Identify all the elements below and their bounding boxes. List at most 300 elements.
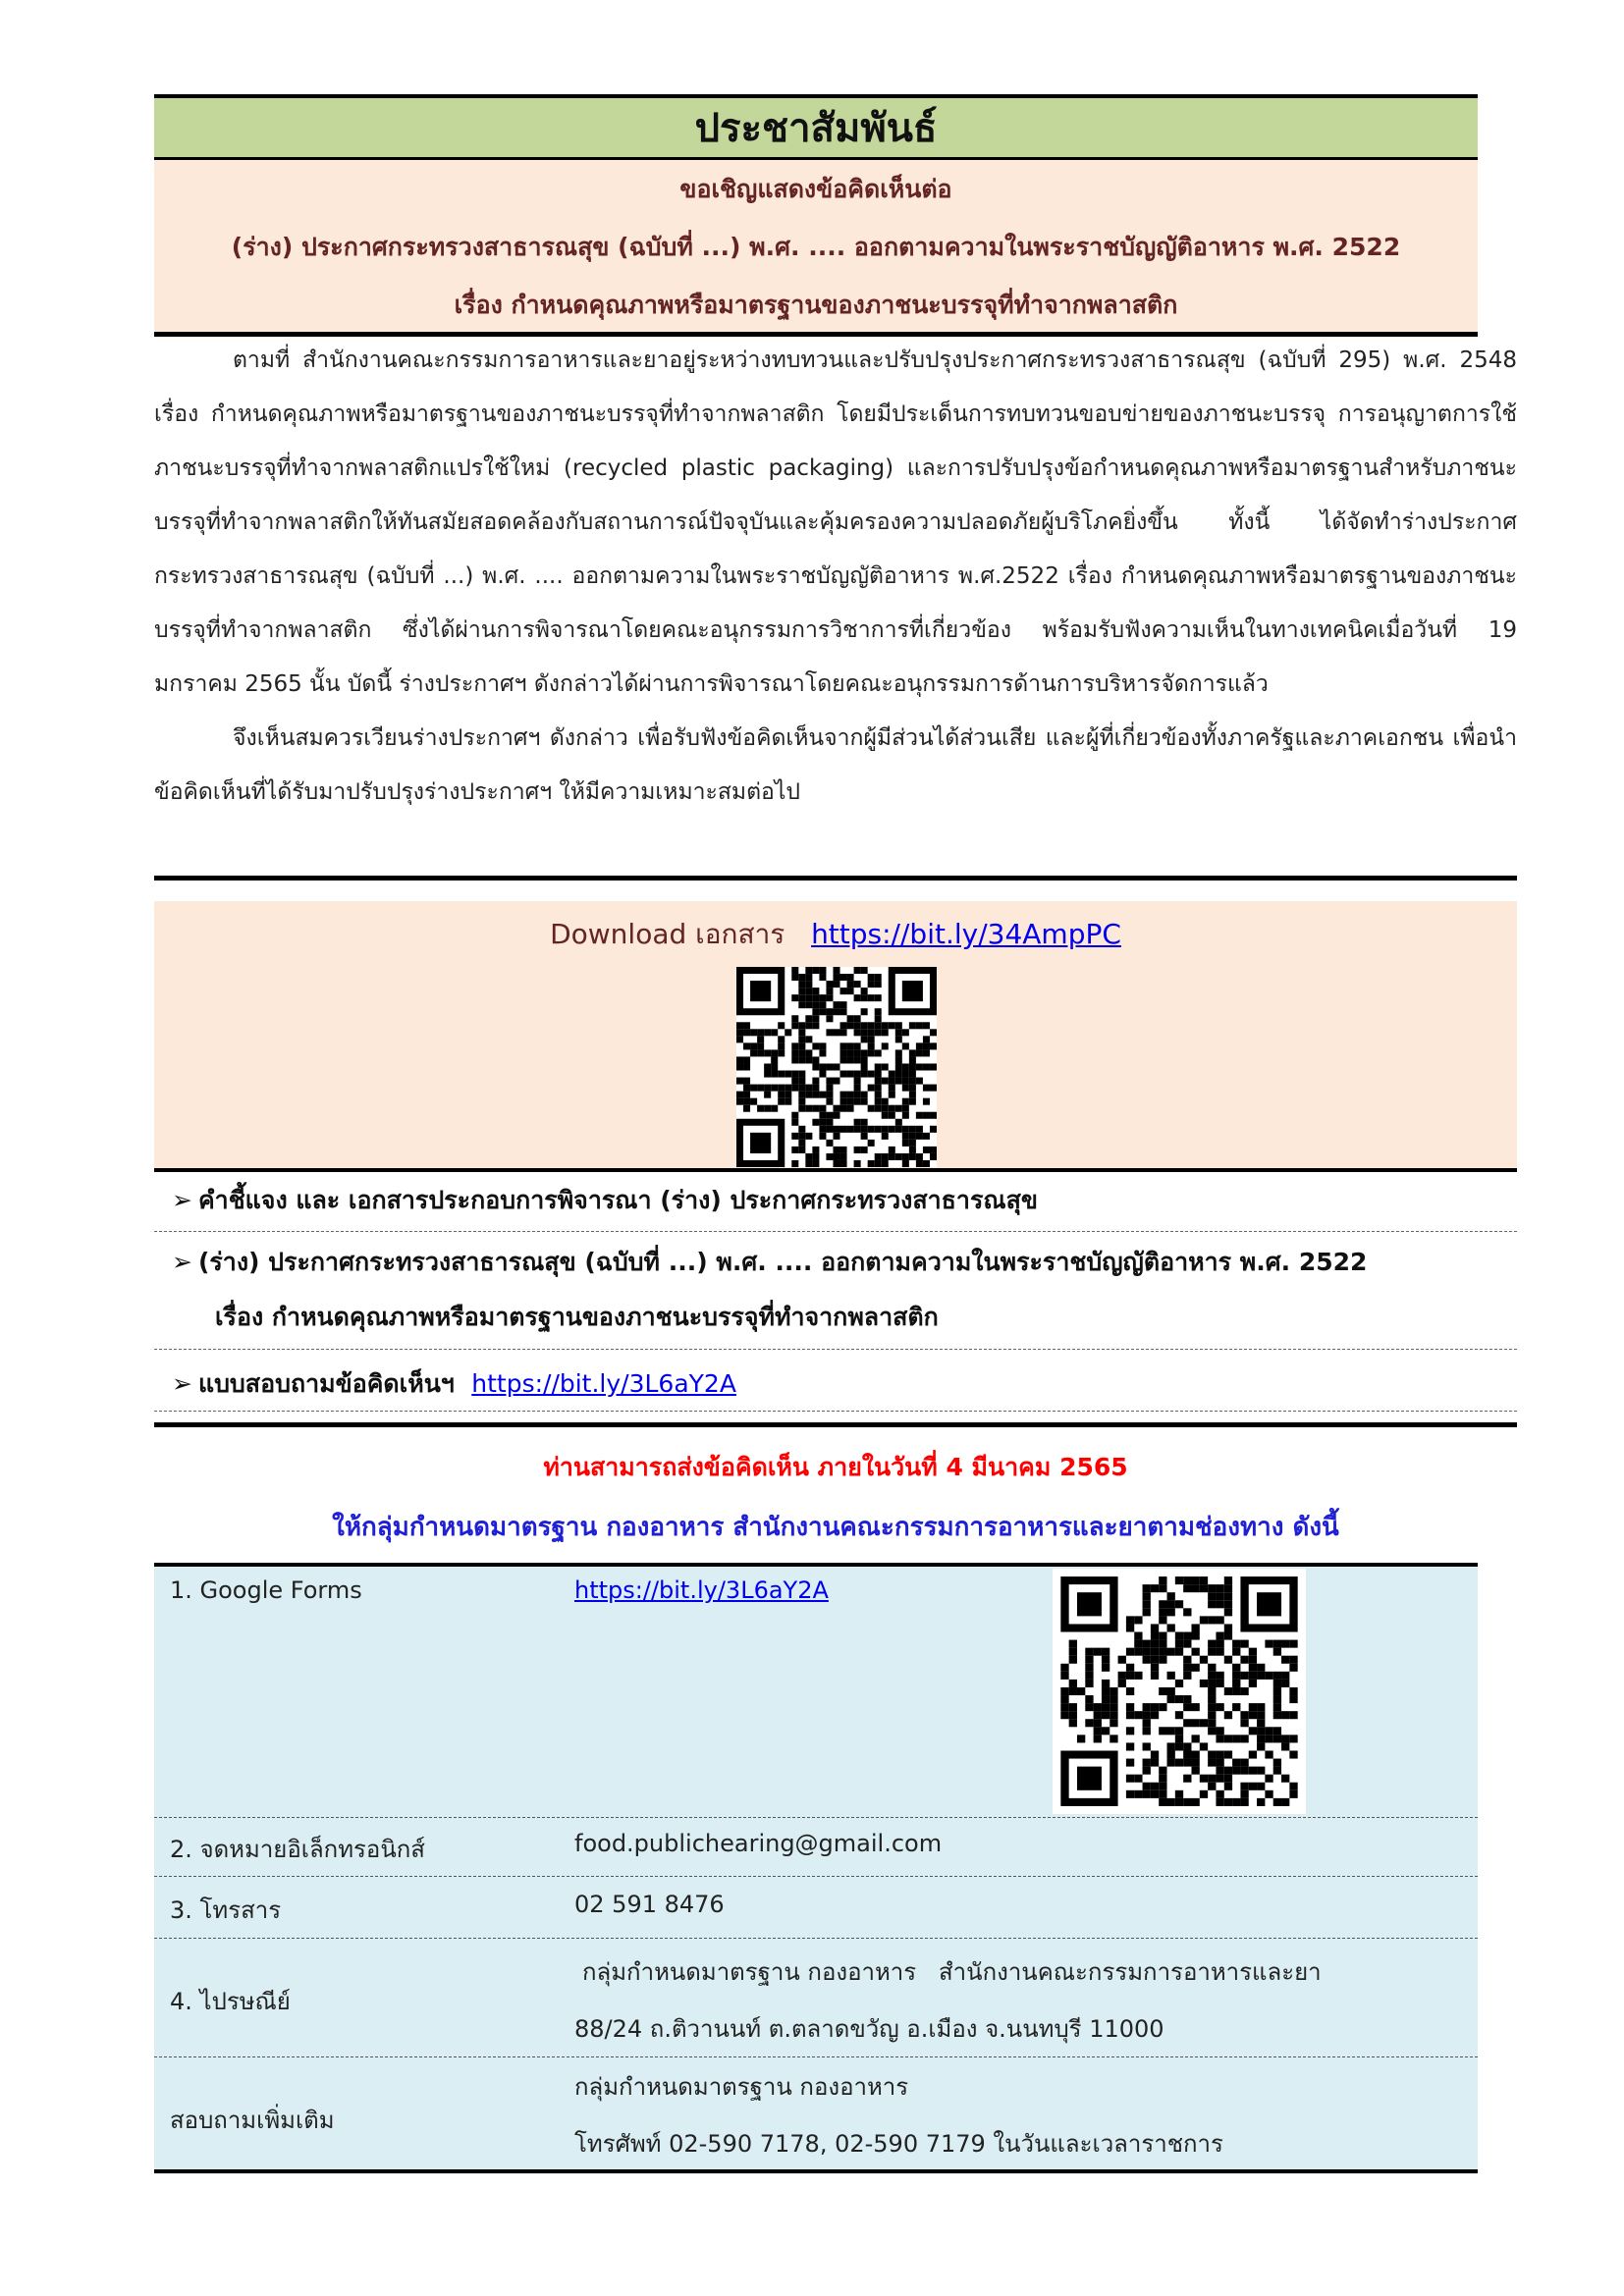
channel-label: 3. โทรสาร (170, 1896, 282, 1924)
qr-module (1232, 1767, 1240, 1775)
qr-module (1281, 1742, 1289, 1750)
qr-module (1224, 1775, 1232, 1783)
qr-module (764, 1049, 771, 1056)
qr-module (1183, 1695, 1191, 1703)
qr-module (1224, 1584, 1232, 1592)
qr-module (1208, 1584, 1216, 1592)
subject-line: เรื่อง กำหนดคุณภาพหรือมาตรฐานของภาชนะบรรจุที่ทำจากพลาสติก (454, 291, 1178, 319)
qr-module (791, 1147, 798, 1153)
qr-module (1232, 1640, 1240, 1648)
qr-module (923, 1112, 930, 1119)
qr-module (1249, 1711, 1257, 1719)
qr-module (798, 994, 805, 1001)
qr-module (750, 1042, 757, 1049)
qr-module (909, 1092, 916, 1098)
qr-module (812, 1008, 819, 1015)
qr-module (875, 1029, 882, 1036)
qr-module (743, 1042, 750, 1049)
qr-module (785, 1029, 791, 1036)
qr-module (930, 1126, 937, 1133)
qr-module (1289, 1783, 1297, 1790)
list-item (172, 1245, 1517, 1345)
qr-module (1249, 1767, 1257, 1775)
qr-module (736, 1092, 743, 1098)
qr-module (854, 1085, 861, 1092)
qr-module (1216, 1672, 1223, 1680)
qr-module (1159, 1798, 1166, 1806)
qr-module (833, 967, 839, 974)
qr-module (1085, 1672, 1093, 1680)
qr-module (819, 967, 826, 974)
qr-module (861, 1029, 868, 1036)
qr-module (1159, 1584, 1166, 1592)
qr-module (1143, 1767, 1151, 1775)
deadline-notice: ท่านสามารถส่งข้อคิดเห็น ภายในวันที่ 4 มีนาคม 2565 (543, 1453, 1128, 1481)
qr-module (805, 1056, 812, 1063)
qr-module (930, 1042, 937, 1049)
qr-module (916, 1042, 923, 1049)
qr-module (1085, 1703, 1093, 1711)
qr-module (861, 1071, 868, 1078)
qr-module (1134, 1648, 1142, 1656)
qr-module (1208, 1616, 1216, 1624)
download-link[interactable]: https://bit.ly/34AmpPC (811, 918, 1121, 950)
qr-module (826, 1029, 833, 1036)
qr-module (868, 1160, 875, 1167)
qr-module (1191, 1767, 1199, 1775)
qr-module (833, 1063, 839, 1070)
qr-module (826, 1126, 833, 1133)
qr-module (902, 1063, 909, 1070)
qr-module (1240, 1640, 1248, 1648)
qr-module (1216, 1735, 1223, 1742)
qr-module (798, 1036, 805, 1042)
qr-module (882, 1098, 889, 1105)
qr-module (882, 1126, 889, 1133)
qr-module (1224, 1656, 1232, 1664)
qr-module (1126, 1711, 1134, 1719)
qr-module (1232, 1703, 1240, 1711)
qr-module (909, 1098, 916, 1105)
qr-module (1249, 1648, 1257, 1656)
qr-module (1265, 1735, 1272, 1742)
qr-module (805, 1036, 812, 1042)
qr-module (875, 1105, 882, 1112)
qr-module (909, 1140, 916, 1147)
qr-module (1289, 1790, 1297, 1798)
qr-module (1102, 1687, 1110, 1695)
qr-module (909, 1133, 916, 1140)
qr-module (1102, 1648, 1110, 1656)
qr-module (840, 1071, 847, 1078)
qr-module (1159, 1703, 1166, 1711)
qr-module (1200, 1790, 1208, 1798)
qr-module (889, 1153, 895, 1160)
qr-module (736, 1078, 743, 1085)
qr-module (791, 1119, 798, 1126)
qr-module (895, 1063, 902, 1070)
qr-module (882, 1133, 889, 1140)
qr-module (1143, 1711, 1151, 1719)
qr-module (805, 1085, 812, 1092)
draft-title-line: (ร่าง) ประกาศกระทรวงสาธารณสุข (ฉบับที่ ...) พ.ศ. .... ออกตามความในพระราชบัญญัติอาหาร พ.ศ. 2522 (231, 233, 1401, 261)
qr-module (1273, 1640, 1281, 1648)
qr-module (1159, 1687, 1166, 1695)
qr-module (882, 1153, 889, 1160)
fax-number: 02 591 8476 (574, 1891, 725, 1918)
contact-phone: โทรศัพท์ 02-590 7178, 02-590 7179 ในวันและเวลาราชการ (574, 2130, 1223, 2158)
qr-module (1257, 1719, 1265, 1727)
qr-module (875, 1098, 882, 1105)
qr-module (819, 1001, 826, 1008)
qr-module (778, 1071, 785, 1078)
qr-module (798, 1022, 805, 1029)
qr-module (875, 974, 882, 981)
qr-module (1273, 1672, 1281, 1680)
qr-module (840, 1029, 847, 1036)
qr-module (895, 1049, 902, 1056)
body-text (154, 334, 1517, 820)
qr-module (1224, 1798, 1232, 1806)
qr-module (1183, 1719, 1191, 1727)
qr-module (1159, 1790, 1166, 1798)
qr-module (1143, 1759, 1151, 1767)
qr-module (1191, 1703, 1199, 1711)
qr-module (750, 1029, 757, 1036)
qr-module (1224, 1624, 1232, 1631)
qr-module (1143, 1600, 1151, 1608)
qr-module (819, 1063, 826, 1070)
qr-module (854, 1119, 861, 1126)
qr-module (916, 1126, 923, 1133)
qr-module (847, 1049, 854, 1056)
qr-module (1175, 1742, 1183, 1750)
qr-module (1159, 1616, 1166, 1624)
qr-module (1167, 1742, 1175, 1750)
qr-module (736, 1022, 743, 1029)
qr-module (798, 1042, 805, 1049)
qr-module (854, 1147, 861, 1153)
qr-module (1151, 1664, 1159, 1672)
qr-module (1060, 1703, 1068, 1711)
qr-module (861, 1063, 868, 1070)
qr-module (764, 1085, 771, 1092)
qr-module (875, 1160, 882, 1167)
qr-module (902, 1029, 909, 1036)
qr-module (1257, 1664, 1265, 1672)
qr-module (791, 1133, 798, 1140)
qr-module (1126, 1648, 1134, 1656)
qr-module (840, 1147, 847, 1153)
qr-module (1240, 1759, 1248, 1767)
qr-module (902, 981, 923, 1001)
qr-module (1143, 1648, 1151, 1656)
qr-module (1289, 1656, 1297, 1664)
qr-module (1240, 1711, 1248, 1719)
qr-module (1167, 1624, 1175, 1631)
qr-module (798, 1098, 805, 1105)
qr-module (854, 1042, 861, 1049)
qr-module (895, 1071, 902, 1078)
qr-module (750, 1085, 757, 1092)
qr-module (875, 1049, 882, 1056)
qr-module (847, 1056, 854, 1063)
qr-module (868, 1049, 875, 1056)
qr-module (875, 1126, 882, 1133)
qr-module (1232, 1664, 1240, 1672)
qr-module (1224, 1608, 1232, 1616)
qr-module (1143, 1592, 1151, 1600)
qr-module (1265, 1727, 1272, 1735)
qr-module (1224, 1711, 1232, 1719)
qr-module (805, 994, 812, 1001)
qr-module (1069, 1640, 1077, 1648)
qr-module (1175, 1711, 1183, 1719)
qr-module (923, 1049, 930, 1056)
qr-module (1159, 1783, 1166, 1790)
qr-module (854, 967, 861, 974)
qr-module (882, 1112, 889, 1119)
qr-module (812, 994, 819, 1001)
qr-module (902, 1153, 909, 1160)
qr-module (909, 1049, 916, 1056)
dashed-divider (154, 1411, 1517, 1412)
qr-module (1183, 1750, 1191, 1758)
qr-module (1102, 1703, 1110, 1711)
qr-module (909, 1078, 916, 1085)
qr-module (1232, 1798, 1240, 1806)
qr-module (1257, 1727, 1265, 1735)
qr-module (1069, 1687, 1077, 1695)
qr-module (1175, 1695, 1183, 1703)
qr-module (812, 1015, 819, 1022)
qr-module (1175, 1790, 1183, 1798)
qr-module (882, 1063, 889, 1070)
qr-module (819, 1008, 826, 1015)
qr-module (1102, 1664, 1110, 1672)
qr-module (833, 974, 839, 981)
qr-module (861, 1119, 868, 1126)
qr-module (1126, 1624, 1134, 1631)
qr-module (916, 1133, 923, 1140)
qr-module (1208, 1750, 1216, 1758)
qr-module (868, 1036, 875, 1042)
qr-module (847, 1092, 854, 1098)
qr-module (791, 967, 798, 974)
qr-module (1224, 1576, 1232, 1584)
qr-module (771, 1105, 778, 1112)
qr-module (1126, 1703, 1134, 1711)
qr-module (840, 1153, 847, 1160)
qr-module (805, 1153, 812, 1160)
qr-module (1208, 1759, 1216, 1767)
qr-module (1208, 1672, 1216, 1680)
qr-module (868, 1022, 875, 1029)
document-item-draft[interactable]: (ร่าง) ประกาศกระทรวงสาธารณสุข (ฉบับที่ ...) พ.ศ. .... ออกตามความในพระราชบัญญัติอาหาร พ.ศ. 2522 (197, 1248, 1368, 1276)
qr-module (1126, 1742, 1134, 1750)
qr-module (1265, 1790, 1272, 1798)
qr-module (1183, 1798, 1191, 1806)
qr-module (854, 1071, 861, 1078)
qr-module (875, 1008, 882, 1015)
qr-module (916, 1160, 923, 1167)
qr-module (1167, 1687, 1175, 1695)
qr-module (854, 1056, 861, 1063)
qr-module (1167, 1727, 1175, 1735)
qr-module (861, 988, 868, 994)
qr-module (1143, 1656, 1151, 1664)
qr-module (854, 1022, 861, 1029)
document-item-draft-subject: เรื่อง กำหนดคุณภาพหรือมาตรฐานของภาชนะบรรจุที่ทำจากพลาสติก (215, 1303, 939, 1331)
qr-module (909, 1126, 916, 1133)
qr-module (1191, 1664, 1199, 1672)
qr-module (895, 1105, 902, 1112)
qr-module (902, 1126, 909, 1133)
qr-module (1069, 1680, 1077, 1687)
qr-module (1273, 1727, 1281, 1735)
qr-module (889, 1071, 895, 1078)
qr-module (750, 1098, 757, 1105)
qr-module (791, 1056, 798, 1063)
qr-module (757, 1105, 764, 1112)
qr-module (1094, 1711, 1102, 1719)
google-forms-link[interactable]: https://bit.ly/3L6aY2A (574, 1576, 829, 1604)
qr-module (778, 1022, 785, 1029)
qr-module (902, 1105, 909, 1112)
qr-module (791, 1112, 798, 1119)
arrow-bullet-icon: ➢ (172, 1369, 192, 1398)
qr-module (1249, 1727, 1257, 1735)
qr-module (750, 1049, 757, 1056)
qr-module (1151, 1584, 1159, 1592)
qr-module (1110, 1735, 1117, 1742)
qr-module (930, 1112, 937, 1119)
qr-module (854, 1098, 861, 1105)
qr-module (805, 1001, 812, 1008)
qr-module (736, 1056, 743, 1063)
download-label: Download เอกสาร (550, 918, 785, 950)
channel-label: 2. จดหมายอิเล็กทรอนิกส์ (170, 1836, 425, 1863)
qr-module (1273, 1648, 1281, 1656)
qr-module (1183, 1759, 1191, 1767)
qr-module (861, 1056, 868, 1063)
qr-module (805, 981, 812, 988)
qr-module (1224, 1600, 1232, 1608)
qr-module (1183, 1632, 1191, 1640)
qr-module (902, 1112, 909, 1119)
qr-code-icon (1053, 1569, 1306, 1814)
qr-module (847, 988, 854, 994)
qr-module (868, 1126, 875, 1133)
qr-module (778, 1092, 785, 1098)
table-row (154, 1818, 1478, 1877)
qr-module (1077, 1735, 1085, 1742)
qr-module (791, 1042, 798, 1049)
qr-module (791, 974, 798, 981)
qr-module (847, 1126, 854, 1133)
qr-module (854, 1126, 861, 1133)
qr-module (1167, 1592, 1175, 1600)
qr-module (1060, 1672, 1068, 1680)
qr-module (805, 1160, 812, 1167)
qr-module (1110, 1711, 1117, 1719)
qr-module (819, 1119, 826, 1126)
qr-module (1240, 1672, 1248, 1680)
survey-link[interactable]: https://bit.ly/3L6aY2A (471, 1369, 736, 1398)
qr-module (1265, 1775, 1272, 1783)
qr-module (764, 1029, 771, 1036)
qr-module (826, 1119, 833, 1126)
qr-module (1208, 1727, 1216, 1735)
qr-module (895, 1036, 902, 1042)
qr-module (1216, 1767, 1223, 1775)
postal-address: 88/24 ถ.ติวานนท์ ต.ตลาดขวัญ อ.เมือง จ.นนทบุรี 11000 (574, 2015, 1164, 2043)
email-address[interactable]: food.publichearing@gmail.com (574, 1830, 943, 1857)
qr-module (1257, 1783, 1265, 1790)
title-band (154, 98, 1478, 157)
qr-module (1232, 1687, 1240, 1695)
qr-module (812, 1056, 819, 1063)
qr-module (854, 1092, 861, 1098)
divider (154, 876, 1517, 881)
qr-module (798, 1001, 805, 1008)
qr-module (840, 1042, 847, 1049)
qr-module (743, 1056, 750, 1063)
qr-module (1183, 1656, 1191, 1664)
qr-module (1159, 1656, 1166, 1664)
qr-module (1143, 1790, 1151, 1798)
qr-module (1208, 1711, 1216, 1719)
qr-module (895, 1119, 902, 1126)
qr-module (840, 988, 847, 994)
qr-module (1175, 1727, 1183, 1735)
qr-module (923, 1022, 930, 1029)
qr-module (1257, 1798, 1265, 1806)
qr-module (1208, 1592, 1216, 1600)
qr-module (902, 1133, 909, 1140)
qr-module (1102, 1695, 1110, 1703)
qr-module (778, 1085, 785, 1092)
qr-module (833, 1029, 839, 1036)
document-item-explanation[interactable]: คำชี้แจง และ เอกสารประกอบการพิจารณา (ร่าง) ประกาศกระทรวงสาธารณสุข (197, 1186, 1038, 1214)
channels-table (154, 1567, 1478, 2174)
qr-module (889, 1112, 895, 1119)
qr-module (833, 1078, 839, 1085)
qr-module (743, 1098, 750, 1105)
qr-module (868, 994, 875, 1001)
qr-module (1183, 1703, 1191, 1711)
qr-module (1281, 1656, 1289, 1664)
qr-module (1085, 1656, 1093, 1664)
qr-module (805, 1049, 812, 1056)
qr-module (1143, 1608, 1151, 1616)
qr-module (1159, 1576, 1166, 1584)
qr-module (826, 1078, 833, 1085)
qr-module (1151, 1750, 1159, 1758)
qr-module (1224, 1632, 1232, 1640)
qr-module (889, 1085, 895, 1092)
qr-module (882, 1105, 889, 1112)
qr-module (771, 1063, 778, 1070)
channel-label: 1. Google Forms (170, 1576, 362, 1604)
qr-module (1175, 1735, 1183, 1742)
qr-module (750, 981, 771, 1001)
qr-module (1183, 1640, 1191, 1648)
qr-module (1167, 1608, 1175, 1616)
qr-module (1216, 1798, 1223, 1806)
qr-module (1240, 1656, 1248, 1664)
qr-module (1143, 1783, 1151, 1790)
